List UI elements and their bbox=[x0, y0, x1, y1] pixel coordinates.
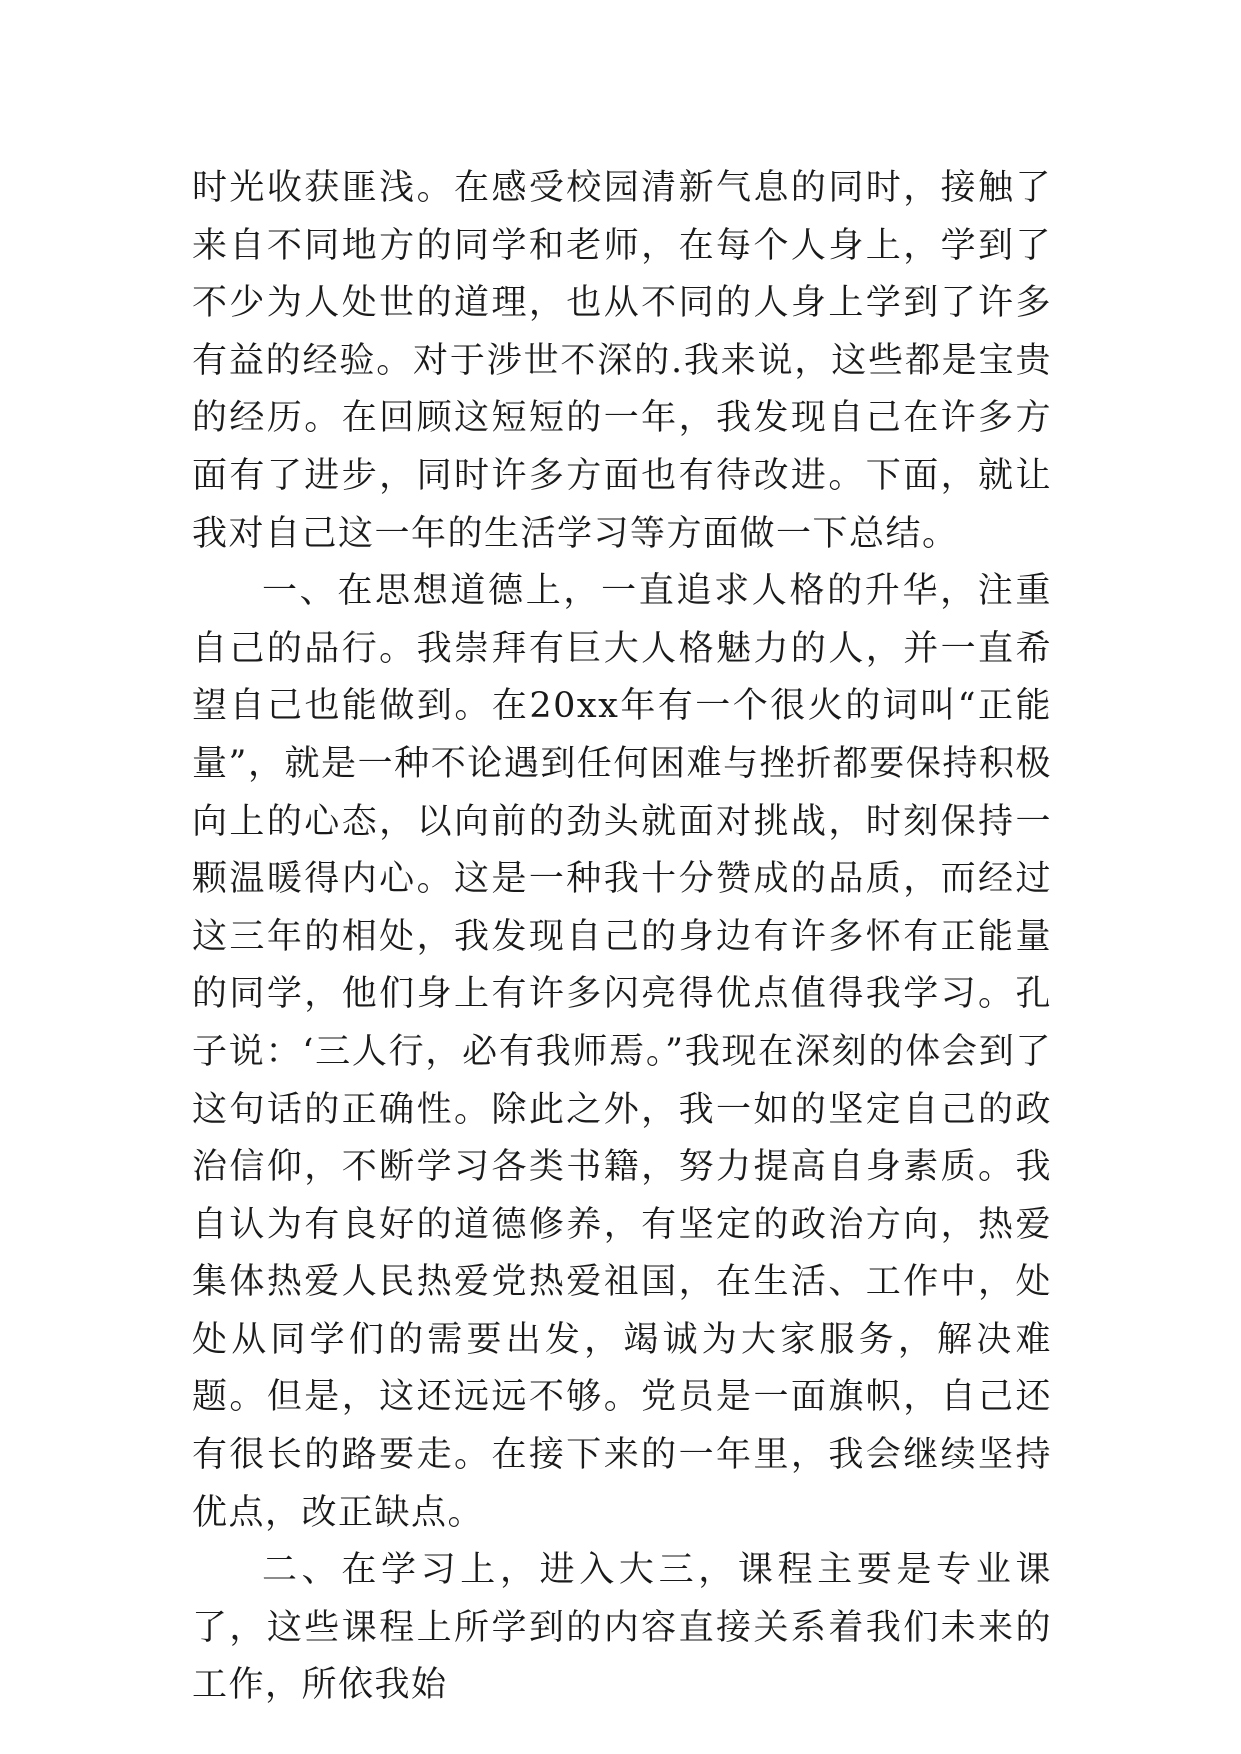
paragraph-study: 二、在学习上，进入大三，课程主要是专业课了，这些课程上所学到的内容直接关系着我们未来的工作，所依我始 bbox=[192, 1550, 1052, 1706]
body-text bbox=[192, 160, 1052, 1715]
paragraph-moral: 一、在思想道德上，一直追求人格的升华，注重自己的品行。我崇拜有巨大人格魅力的人，并一直希望自己也能做到。在20xx年有一个很火的词叫“正能量”，就是一种不论遇到任何困难与挫折都要保持积极向上的心态，以向前的劲头就面对挑战，时刻保持一颗温暖得内心。这是一种我十分赞成的品质，而经过这三年的相处，我发现自己的身边有许多怀有正能量的同学，他们身上有许多闪亮得优点值得我学习。孔子说：‘三人行，必有我师焉。”我现在深刻的体会到了这句话的正确性。除此之外，我一如的坚定自己的政治信仰，不断学习各类书籍，努力提高自身素质。我自认为有良好的道德修养，有坚定的政治方向，热爱集体热爱人民热爱党热爱祖国，在生活、工作中，处处从同学们的需要出发，竭诚为大家服务，解决难题。但是，这还远远不够。党员是一面旗帜，自己还有很长的路要走。在接下来的一年里，我会继续坚持优点，改正缺点。 bbox=[192, 571, 1052, 1533]
paragraph-intro: 时光收获匪浅。在感受校园清新气息的同时，接触了来自不同地方的同学和老师，在每个人身上，学到了不少为人处世的道理，也从不同的人身上学到了许多有益的经验。对于涉世不深的.我来说，这些都是宝贵的经历。在回顾这短短的一年，我发现自己在许多方面有了进步，同时许多方面也有待改进。下面，就让我对自己这一年的生活学习等方面做一下总结。 bbox=[192, 168, 1052, 554]
